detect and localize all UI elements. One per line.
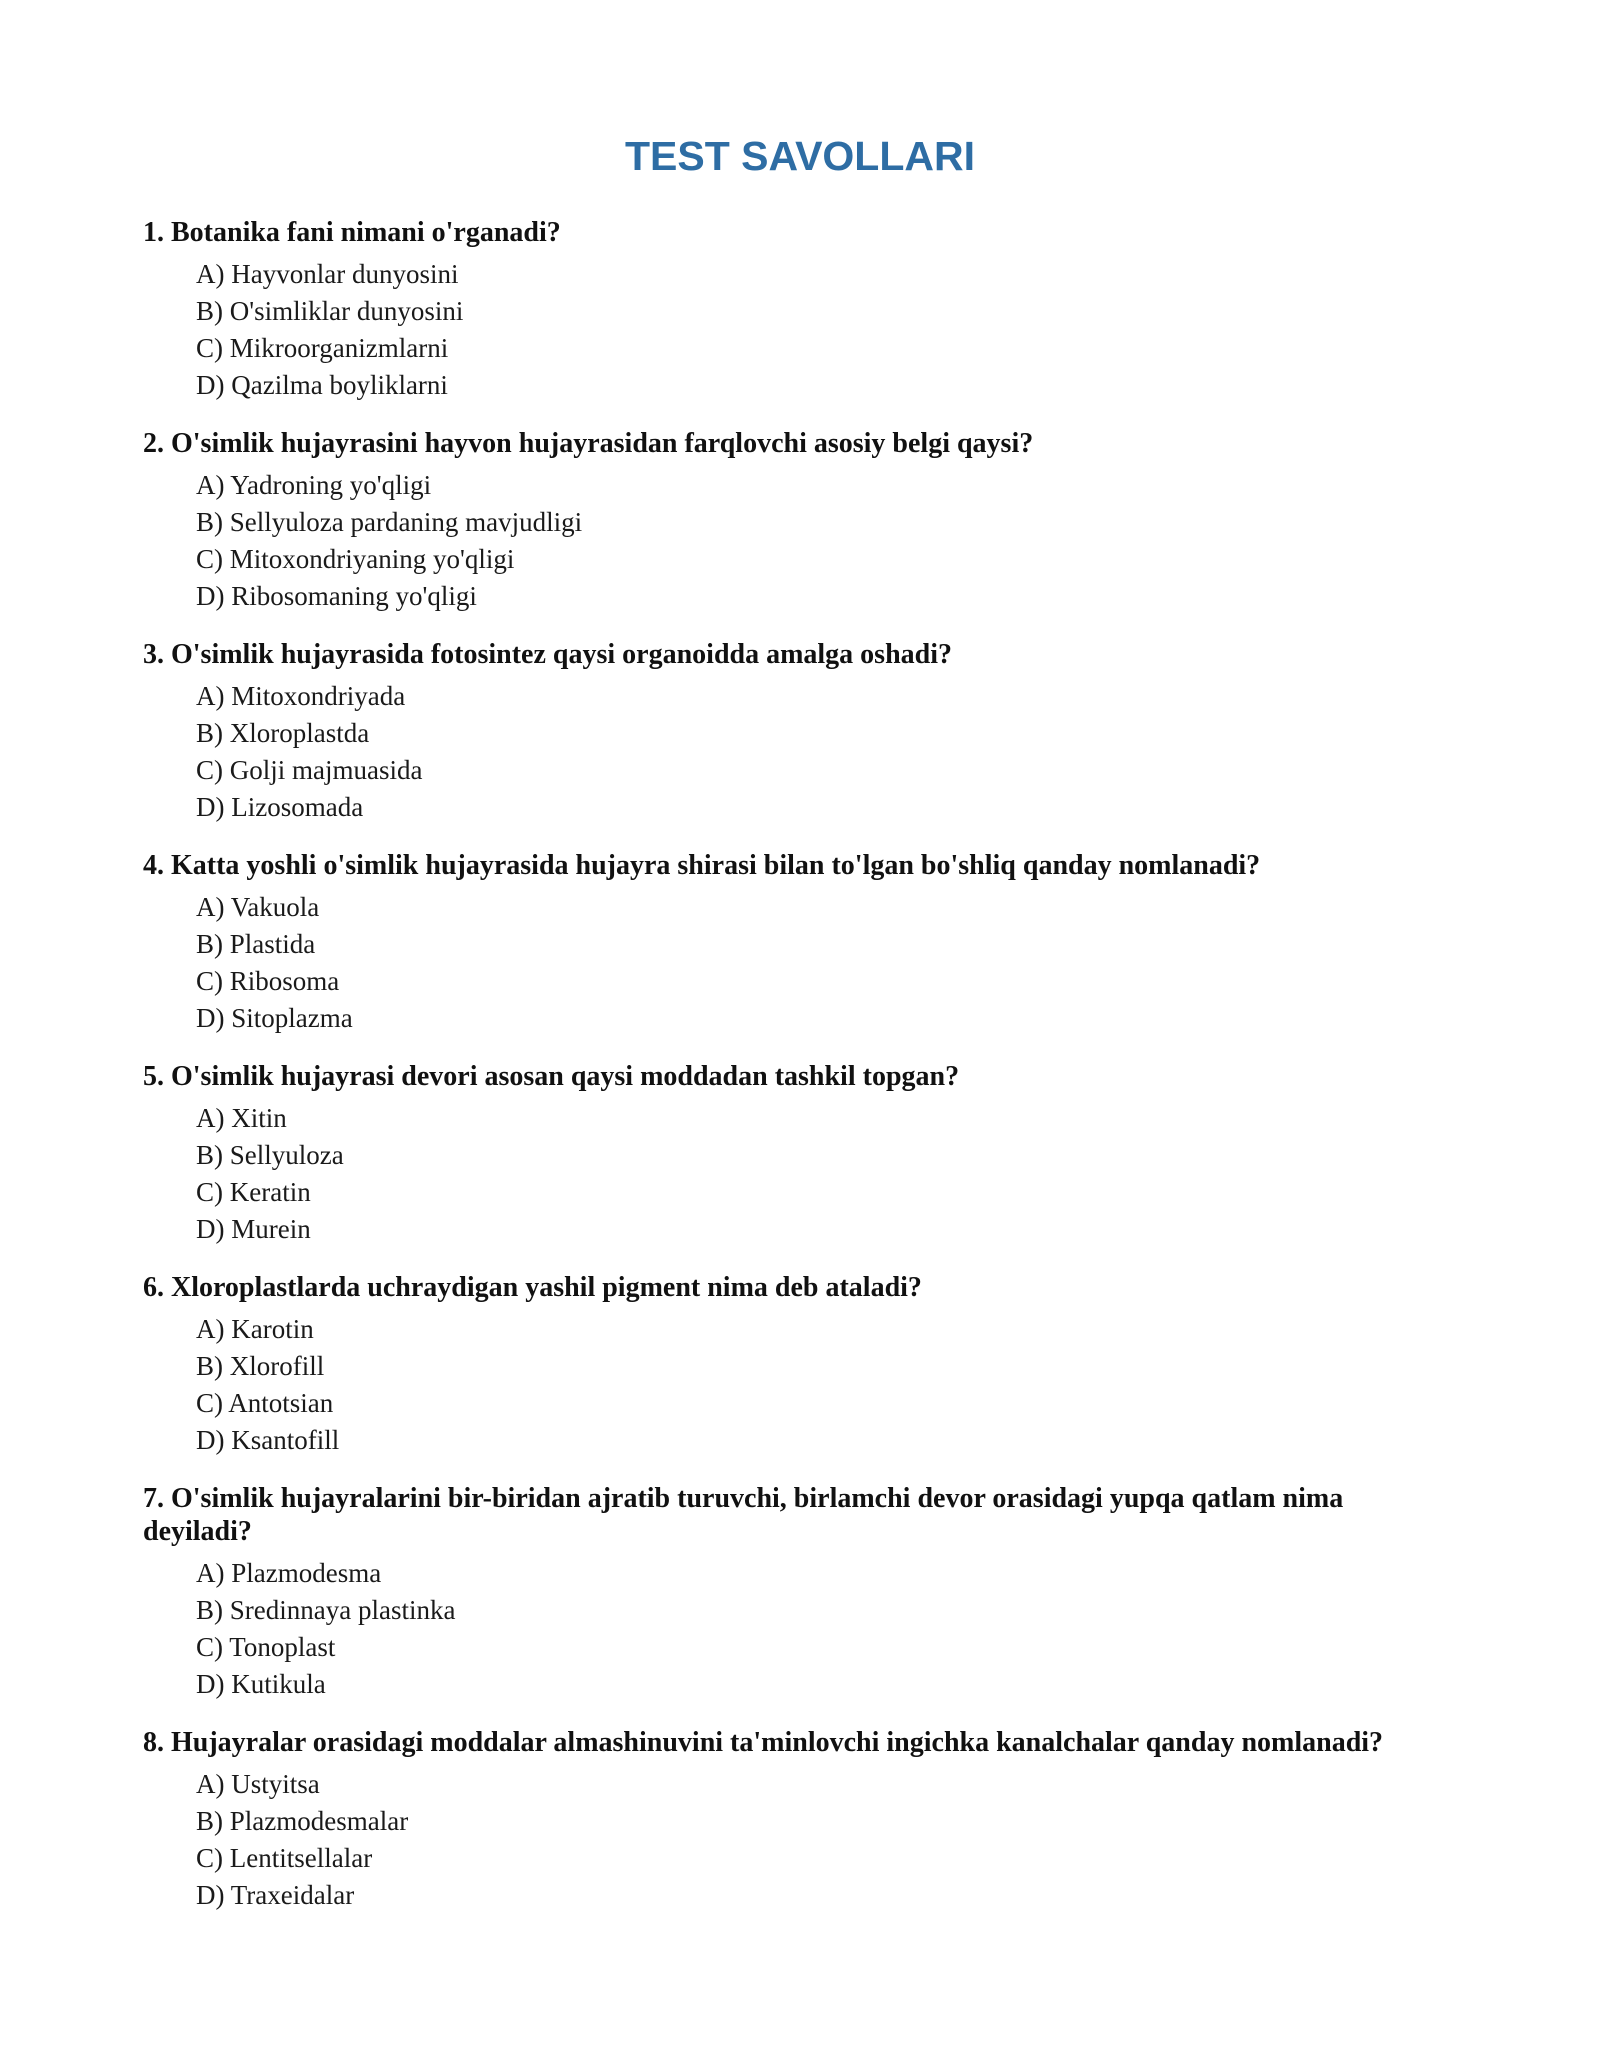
question-list [143,216,1433,1937]
answer-option-b: B) Sredinnaya plastinka [196,1595,456,1625]
answer-options [143,1555,1433,1703]
answer-option-c: C) Golji majmuasida [196,755,423,785]
answer-option-b: B) O'simliklar dunyosini [196,296,464,326]
answer-option-c: C) Lentitsellalar [196,1843,373,1873]
answer-option-d: D) Traxeidalar [196,1880,355,1910]
question-text: 1. Botanika fani nimani o'rganadi? [143,217,561,248]
answer-option-a: A) Yadroning yo'qligi [196,470,432,500]
answer-option-b: B) Plastida [196,929,316,959]
question-7 [143,1482,1433,1703]
answer-option-b: B) Sellyuloza pardaning mavjudligi [196,507,583,537]
answer-option-c: C) Tonoplast [196,1632,336,1662]
answer-options [143,1311,1433,1459]
answer-options [143,678,1433,826]
question-text: 5. O'simlik hujayrasi devori asosan qaysi moddadan tashkil topgan? [143,1061,960,1092]
answer-option-b: B) Xloroplastda [196,718,370,748]
answer-option-c: C) Antotsian [196,1388,334,1418]
answer-option-d: D) Ksantofill [196,1425,340,1455]
answer-option-d: D) Kutikula [196,1669,326,1699]
question-8 [143,1726,1433,1914]
answer-options [143,1100,1433,1248]
question-text: 7. O'simlik hujayralarini bir-biridan ajratib turuvchi, birlamchi devor orasidagi yupqa qatlam nima deyiladi? [143,1483,1344,1547]
answer-option-c: C) Keratin [196,1177,311,1207]
answer-option-a: A) Karotin [196,1314,314,1344]
question-5 [143,1060,1433,1248]
question-2 [143,427,1433,615]
answer-option-a: A) Ustyitsa [196,1769,320,1799]
answer-option-b: B) Plazmodesmalar [196,1806,409,1836]
question-3 [143,638,1433,826]
answer-option-d: D) Qazilma boyliklarni [196,370,448,400]
answer-option-d: D) Murein [196,1214,311,1244]
answer-options [143,889,1433,1037]
question-text: 2. O'simlik hujayrasini hayvon hujayrasidan farqlovchi asosiy belgi qaysi? [143,428,1034,459]
answer-option-a: A) Xitin [196,1103,287,1133]
answer-option-d: D) Sitoplazma [196,1003,353,1033]
answer-options [143,1766,1433,1914]
page-title: TEST SAVOLLARI [624,133,976,179]
question-4 [143,849,1433,1037]
question-text: 8. Hujayralar orasidagi moddalar almashinuvini ta'minlovchi ingichka kanalchalar qanday nomlanadi? [143,1727,1384,1758]
answer-option-a: A) Plazmodesma [196,1558,382,1588]
answer-option-c: C) Mitoxondriyaning yo'qligi [196,544,515,574]
answer-option-a: A) Mitoxondriyada [196,681,406,711]
answer-option-a: A) Vakuola [196,892,320,922]
answer-option-b: B) Sellyuloza [196,1140,344,1170]
answer-option-d: D) Lizosomada [196,792,364,822]
answer-option-d: D) Ribosomaning yo'qligi [196,581,477,611]
answer-option-c: C) Ribosoma [196,966,340,996]
answer-options [143,467,1433,615]
question-text: 6. Xloroplastlarda uchraydigan yashil pigment nima deb ataladi? [143,1272,922,1303]
question-1 [143,216,1433,404]
answer-option-a: A) Hayvonlar dunyosini [196,259,459,289]
answer-option-b: B) Xlorofill [196,1351,325,1381]
answer-option-c: C) Mikroorganizmlarni [196,333,449,363]
question-text: 4. Katta yoshli o'simlik hujayrasida hujayra shirasi bilan to'lgan bo'shliq qanday nomlanadi? [143,850,1261,881]
question-text: 3. O'simlik hujayrasida fotosintez qaysi organoidda amalga oshadi? [143,639,953,670]
answer-options [143,256,1433,404]
question-6 [143,1271,1433,1459]
